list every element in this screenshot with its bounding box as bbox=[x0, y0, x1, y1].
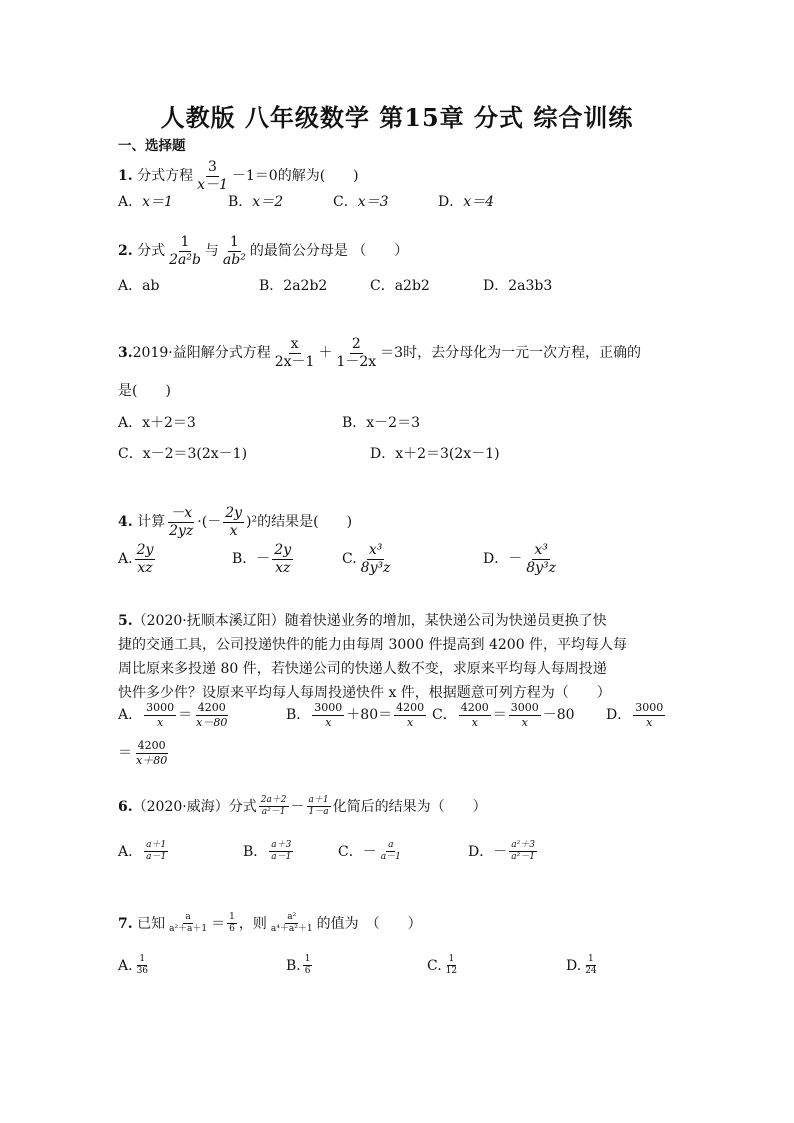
fraction: $\frac{1}{\text{2a²b}}$ bbox=[169, 234, 201, 268]
question-5-line-2: 捷的交通工具，公司投递快件的能力由每周 3000 件提高到 4200 件，平均每人每 bbox=[118, 637, 628, 653]
question-5-line-4: 快件多少件？设原来平均每人每周投递快件 x 件，根据题意可列方程为（ ） bbox=[118, 685, 611, 701]
fraction: $\frac{x}{2x-1}$ bbox=[274, 336, 315, 370]
question-text: （2020·威海）分式 bbox=[132, 798, 257, 815]
option-D-right: ＝ $\frac{4200}{x+80}$ bbox=[118, 739, 168, 767]
question-text: 与 bbox=[204, 243, 219, 260]
option-A: A. $\frac{1}{36}$ bbox=[118, 954, 149, 977]
fraction: $\frac{1}{6}$ bbox=[229, 912, 235, 935]
option-D: D．x＝4 bbox=[438, 194, 495, 210]
section-heading: 一、选择题 bbox=[118, 138, 186, 154]
fraction: $\frac{-x}{2yz}$ bbox=[169, 505, 194, 539]
question-number: 1. bbox=[118, 168, 133, 185]
question-number: 6. bbox=[118, 798, 133, 815]
question-6: 6.（2020·威海）分式 $\frac{2a+2}{\text{a²－1}}$ － $\frac{a+1}{1-a}$ 化简后的结果为（ ） bbox=[118, 795, 487, 818]
option-A: A．x＝1 bbox=[118, 194, 173, 210]
question-text: 分式方程 bbox=[137, 168, 194, 185]
question-text: 计算 bbox=[137, 514, 166, 531]
question-2 bbox=[118, 235, 408, 267]
option-C: C．－ $\frac{a}{a-1}$ bbox=[338, 840, 401, 863]
option-B: B．x＝2 bbox=[228, 194, 284, 210]
question-text: ＝3时，去分母化为一元一次方程，正确的 bbox=[380, 345, 642, 362]
option-C: C. $\frac{1}{12}$ bbox=[427, 954, 458, 977]
option-B: B．－ $\frac{2y}{xz}$ bbox=[232, 542, 292, 576]
fraction: $\frac{3}{x-1}$ bbox=[197, 159, 228, 193]
fraction: $\frac{2y}{x}$ bbox=[225, 505, 243, 539]
question-number: 3. bbox=[118, 345, 133, 362]
option-B: B．2a2b2 bbox=[259, 278, 328, 294]
fraction: $\frac{\text{a²}}{\text{a⁴＋a²＋1}}$ bbox=[270, 912, 313, 935]
question-text: 的值为 （ ） bbox=[316, 915, 422, 932]
fraction: $\frac{a}{\text{a²＋a＋1}}$ bbox=[169, 912, 208, 935]
option-B: B． $\frac{a+3}{a-1}$ bbox=[243, 840, 292, 863]
option-D-left: D． $\frac{3000}{x}$ bbox=[606, 701, 664, 729]
option-D: D．－ $\frac{\text{x³}}{\text{8y³z}}$ bbox=[483, 542, 557, 576]
option-D: D. $\frac{1}{24}$ bbox=[566, 954, 597, 977]
question-5-line-1: 5.（2020·抚顺本溪辽阳）随着快递业务的增加，某快递公司为快递员更换了快 bbox=[118, 613, 607, 629]
option-C: C. $\frac{\text{x³}}{\text{8y³z}}$ bbox=[342, 542, 391, 576]
option-C: C．x－2＝3(2x－1) bbox=[118, 446, 248, 462]
option-B: B．x－2＝3 bbox=[342, 415, 420, 431]
question-number: 2. bbox=[118, 243, 133, 260]
question-number: 4. bbox=[118, 514, 133, 531]
question-4: 4. 计算 $\frac{-x}{2yz}$ ·(－ $\frac{2y}{x}$ )²的结果是( ) bbox=[118, 505, 353, 539]
question-text: 已知 bbox=[137, 915, 166, 932]
option-B: B. $\frac{1}{6}$ bbox=[286, 954, 311, 977]
question-text: 是( ) bbox=[118, 383, 171, 399]
question-number: 7. bbox=[118, 915, 133, 932]
option-C: C．x＝3 bbox=[333, 194, 389, 210]
question-text: 的最简公分母是 （ ） bbox=[249, 243, 409, 260]
question-text: )²的结果是( ) bbox=[246, 514, 353, 531]
question-number: 5. bbox=[118, 613, 133, 629]
question-text: 化简后的结果为（ ） bbox=[332, 798, 487, 815]
question-text: 分式 bbox=[137, 243, 166, 260]
question-7: 7. 已知 $\frac{a}{\text{a²＋a＋1}}$ ＝ $\frac{1}{6}$ ，则 $\frac{\text{a²}}{\text{a⁴＋a²＋1}}$ 的值为 （ ） bbox=[118, 912, 422, 935]
fraction: $\frac{2}{1-2x}$ bbox=[336, 336, 377, 370]
option-C: C．a2b2 bbox=[370, 278, 430, 294]
question-3: 3.2019·益阳解分式方程 $\frac{x}{2x-1}$ ＋ $\frac{2}{1-2x}$ ＝3时，去分母化为一元一次方程，正确的 bbox=[118, 336, 642, 370]
page-title: 人教版 八年级数学 第15章 分式 综合训练 bbox=[160, 103, 634, 132]
fraction: $\frac{a+1}{1-a}$ bbox=[308, 795, 329, 818]
option-C: C． $\frac{4200}{x}$ ＝ $\frac{3000}{x}$ －80 bbox=[432, 701, 575, 729]
question-5-line-3: 周比原来多投递 80 件，若快递公司的快递人数不变，求原来平均每人每周投递 bbox=[118, 661, 607, 677]
fraction: $\frac{1}{\text{ab²}}$ bbox=[222, 234, 246, 268]
option-D: D．2a3b3 bbox=[483, 278, 553, 294]
option-A: A．ab bbox=[118, 278, 160, 294]
option-B: B． $\frac{3000}{x}$ ＋80＝ $\frac{4200}{x}$ bbox=[286, 701, 425, 729]
option-A: A. $\frac{2y}{xz}$ bbox=[118, 542, 154, 576]
question-text: －1＝0的解为( ) bbox=[231, 168, 359, 185]
option-A: A． $\frac{3000}{x}$ ＝ $\frac{4200}{x-80}$ bbox=[118, 701, 228, 729]
option-A: A． $\frac{a+1}{a-1}$ bbox=[118, 840, 167, 863]
option-A: A．x＋2＝3 bbox=[118, 415, 196, 431]
fraction: $\frac{2a+2}{\text{a²－1}}$ bbox=[260, 795, 287, 818]
option-D: D．－ $\frac{\text{a²＋3}}{\text{a²－1}}$ bbox=[468, 840, 535, 863]
question-text: 2019·益阳解分式方程 bbox=[132, 345, 271, 362]
option-D: D．x＋2＝3(2x－1) bbox=[370, 446, 500, 462]
question-1 bbox=[118, 160, 359, 192]
